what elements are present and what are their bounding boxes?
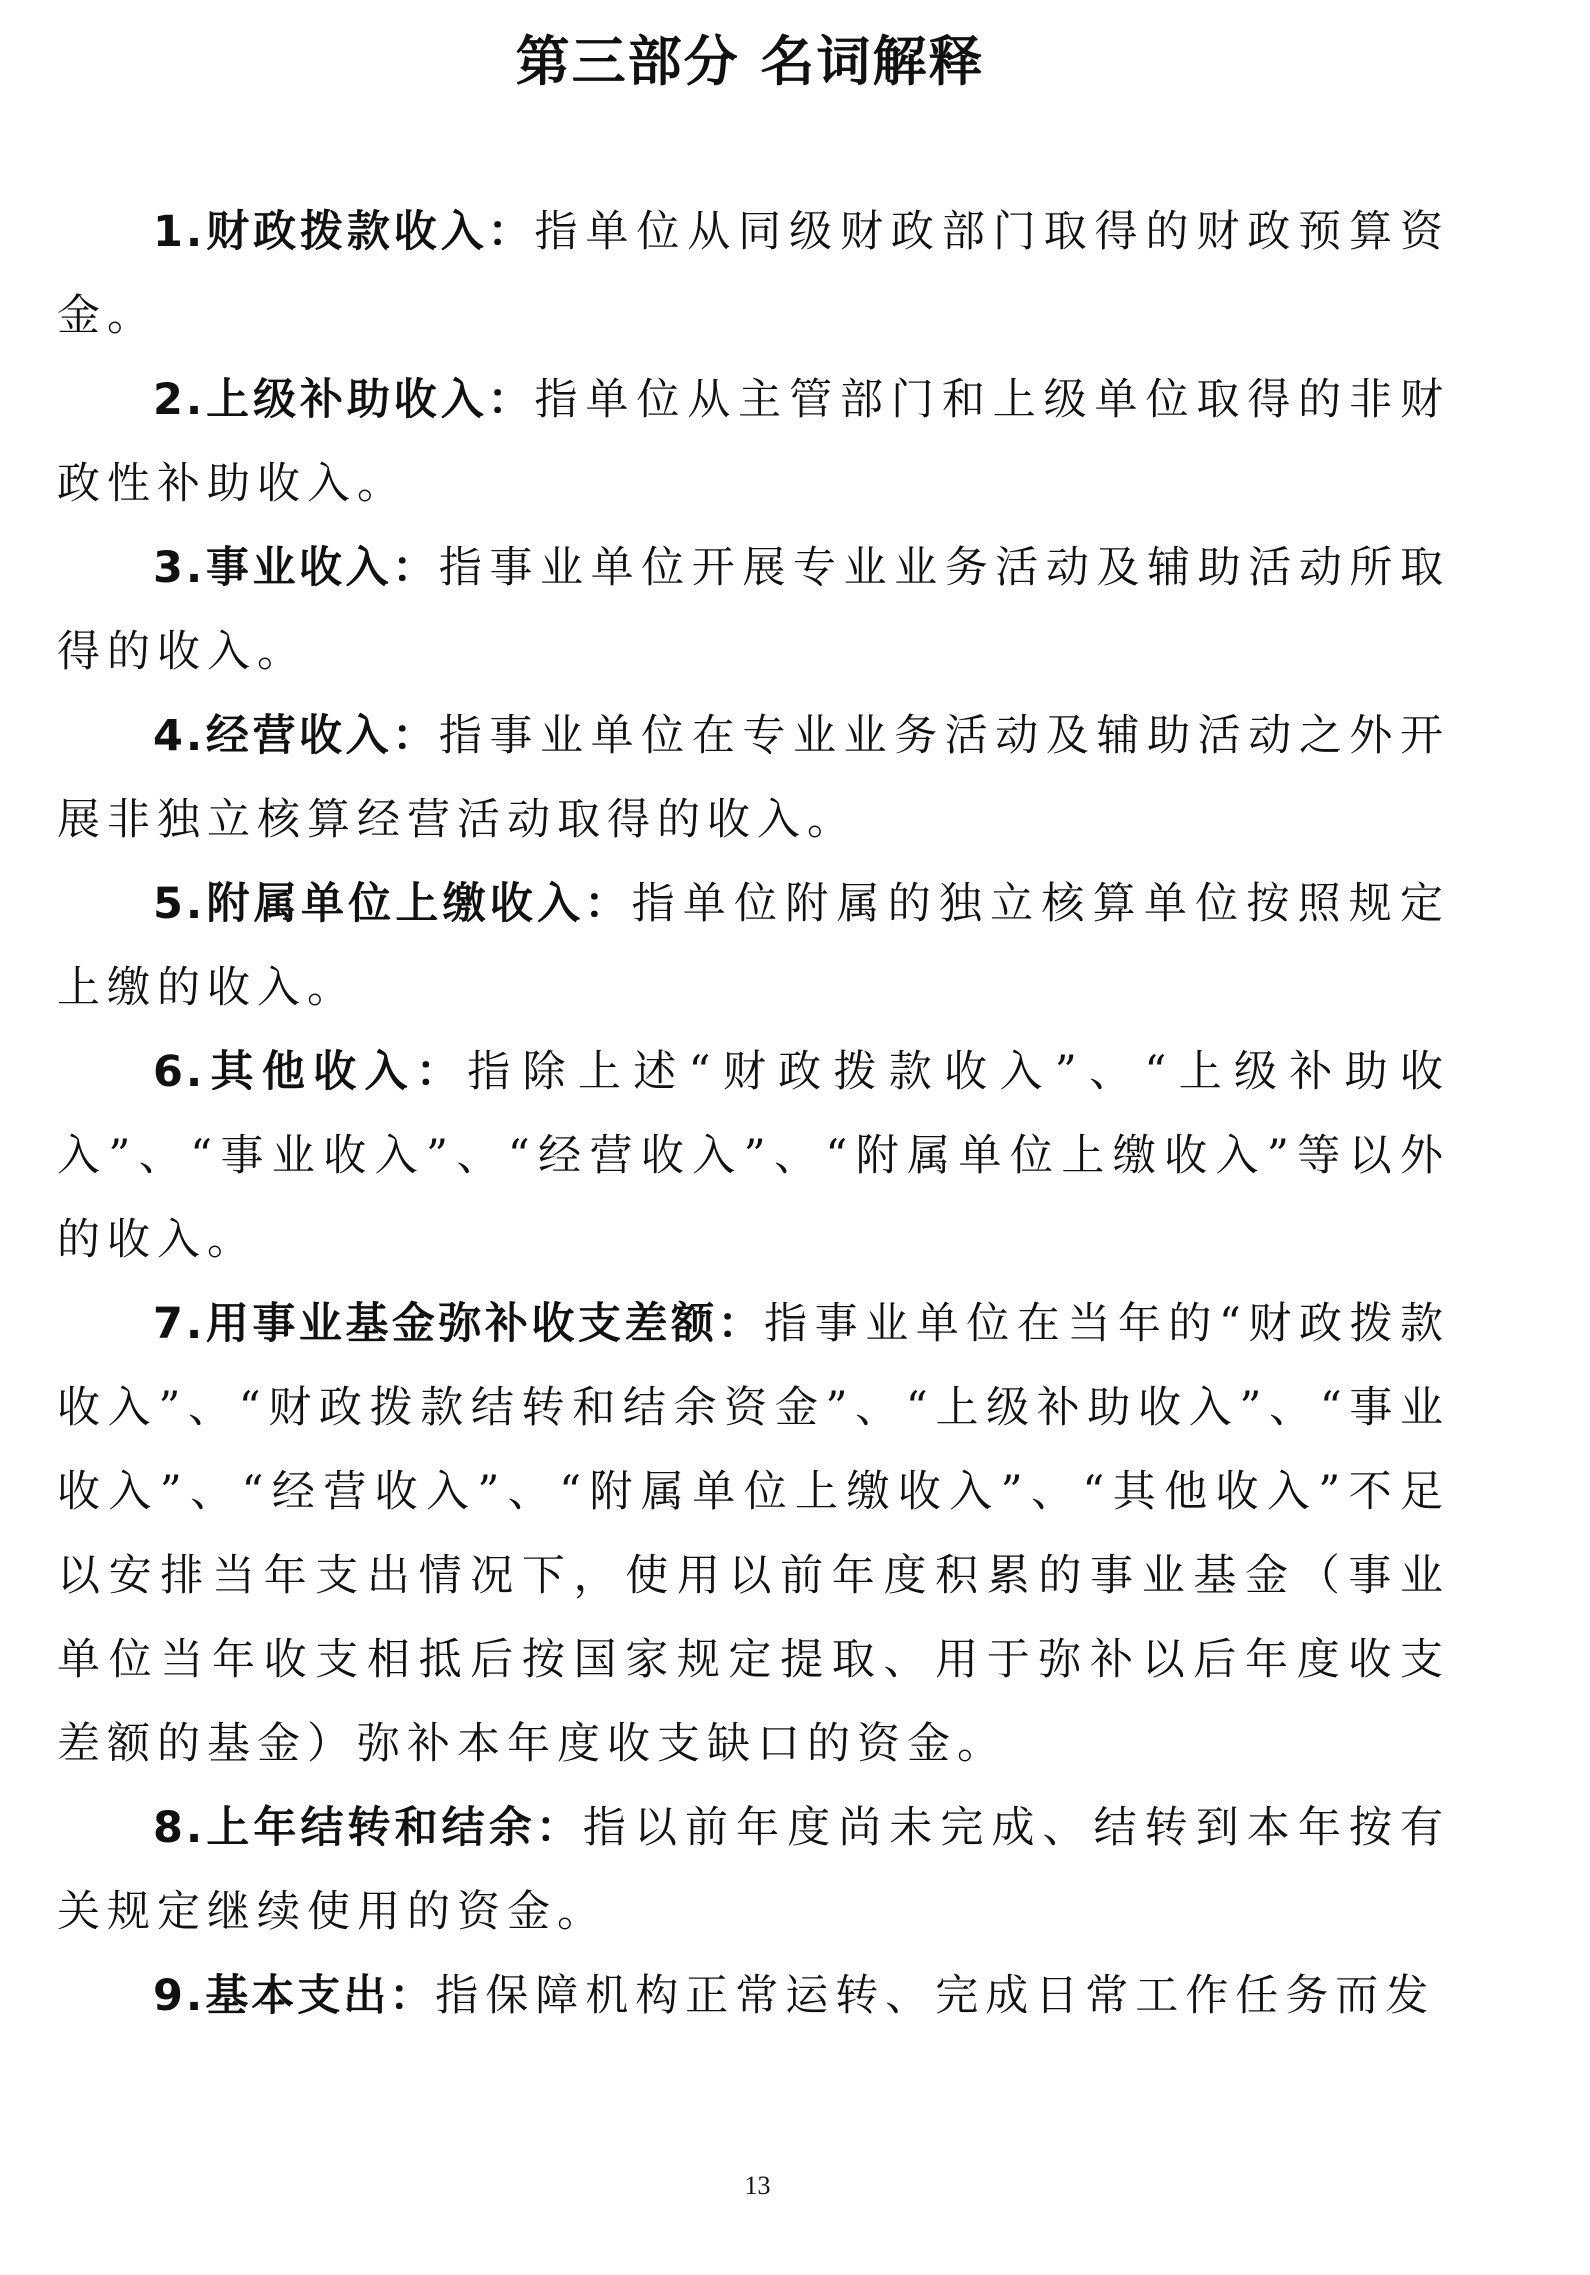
term-name: 基本支出： <box>205 1971 436 2021</box>
term-name: 用事业基金弥补收支差额： <box>205 1299 765 1349</box>
term-item <box>57 190 1450 358</box>
term-name: 附属单位上缴收入： <box>205 879 632 929</box>
page-title: 第三部分 名词解释 <box>515 30 985 93</box>
term-name: 上级补助收入： <box>205 375 535 425</box>
term-number: 6. <box>153 1047 206 1097</box>
term-number: 1. <box>153 207 206 257</box>
term-name: 事业收入： <box>205 543 439 593</box>
term-number: 4. <box>153 711 206 761</box>
term-item <box>57 694 1450 862</box>
term-number: 9. <box>153 1971 206 2021</box>
term-definition: 指单位附属的独立核算单位按照规定上缴的收入。 <box>57 879 1451 1013</box>
term-heading <box>153 543 439 593</box>
term-item <box>57 1954 1450 2038</box>
term-definition: 指事业单位在专业业务活动及辅助活动之外开展非独立核算经营活动取得的收入。 <box>57 711 1451 845</box>
term-name: 上年结转和结余： <box>205 1803 583 1853</box>
term-number: 3. <box>153 543 206 593</box>
term-definition: 指以前年度尚未完成、结转到本年按有关规定继续使用的资金。 <box>57 1803 1451 1937</box>
term-heading <box>153 879 632 929</box>
page-number: 13 <box>744 2171 771 2200</box>
term-item <box>57 1030 1450 1282</box>
term-number: 5. <box>153 879 206 929</box>
term-definition: 指事业单位在当年的“财政拨款收入”、“财政拨款结转和结余资金”、“上级补助收入”、“事业收入”、“经营收入”、“附属单位上缴收入”、“其他收入”不足以安排当年支出情况下，使用以前年度积累的事业基金（事业单位当年收支相抵后按国家规定提取、用于弥补以后年度收支差额的基金）弥补本年度收支缺口的资金。 <box>57 1299 1450 1769</box>
term-number: 7. <box>153 1299 206 1349</box>
term-definition: 指除上述“财政拨款收入”、“上级补助收入”、“事业收入”、“经营收入”、“附属单位上缴收入”等以外的收入。 <box>57 1047 1451 1265</box>
term-heading <box>153 1971 435 2021</box>
term-heading <box>153 375 535 425</box>
term-definition: 指单位从同级财政部门取得的财政预算资金。 <box>57 207 1451 341</box>
term-list <box>57 190 1450 2038</box>
term-definition: 指保障机构正常运转、完成日常工作任务而发 <box>435 1971 1436 2021</box>
term-item <box>57 1282 1450 1786</box>
term-heading <box>153 711 439 761</box>
term-heading <box>153 1299 764 1349</box>
term-item <box>57 862 1450 1030</box>
term-name: 财政拨款收入： <box>205 207 535 257</box>
term-heading <box>153 1047 467 1097</box>
term-item <box>57 1786 1450 1954</box>
term-definition: 指单位从主管部门和上级单位取得的非财政性补助收入。 <box>57 375 1451 509</box>
term-heading <box>153 1803 583 1853</box>
term-name: 其他收入： <box>205 1047 468 1097</box>
term-number: 2. <box>153 375 206 425</box>
term-name: 经营收入： <box>205 711 439 761</box>
term-definition: 指事业单位开展专业业务活动及辅助活动所取得的收入。 <box>57 543 1451 677</box>
term-heading <box>153 207 535 257</box>
term-item <box>57 526 1450 694</box>
term-item <box>57 358 1450 526</box>
term-number: 8. <box>153 1803 206 1853</box>
